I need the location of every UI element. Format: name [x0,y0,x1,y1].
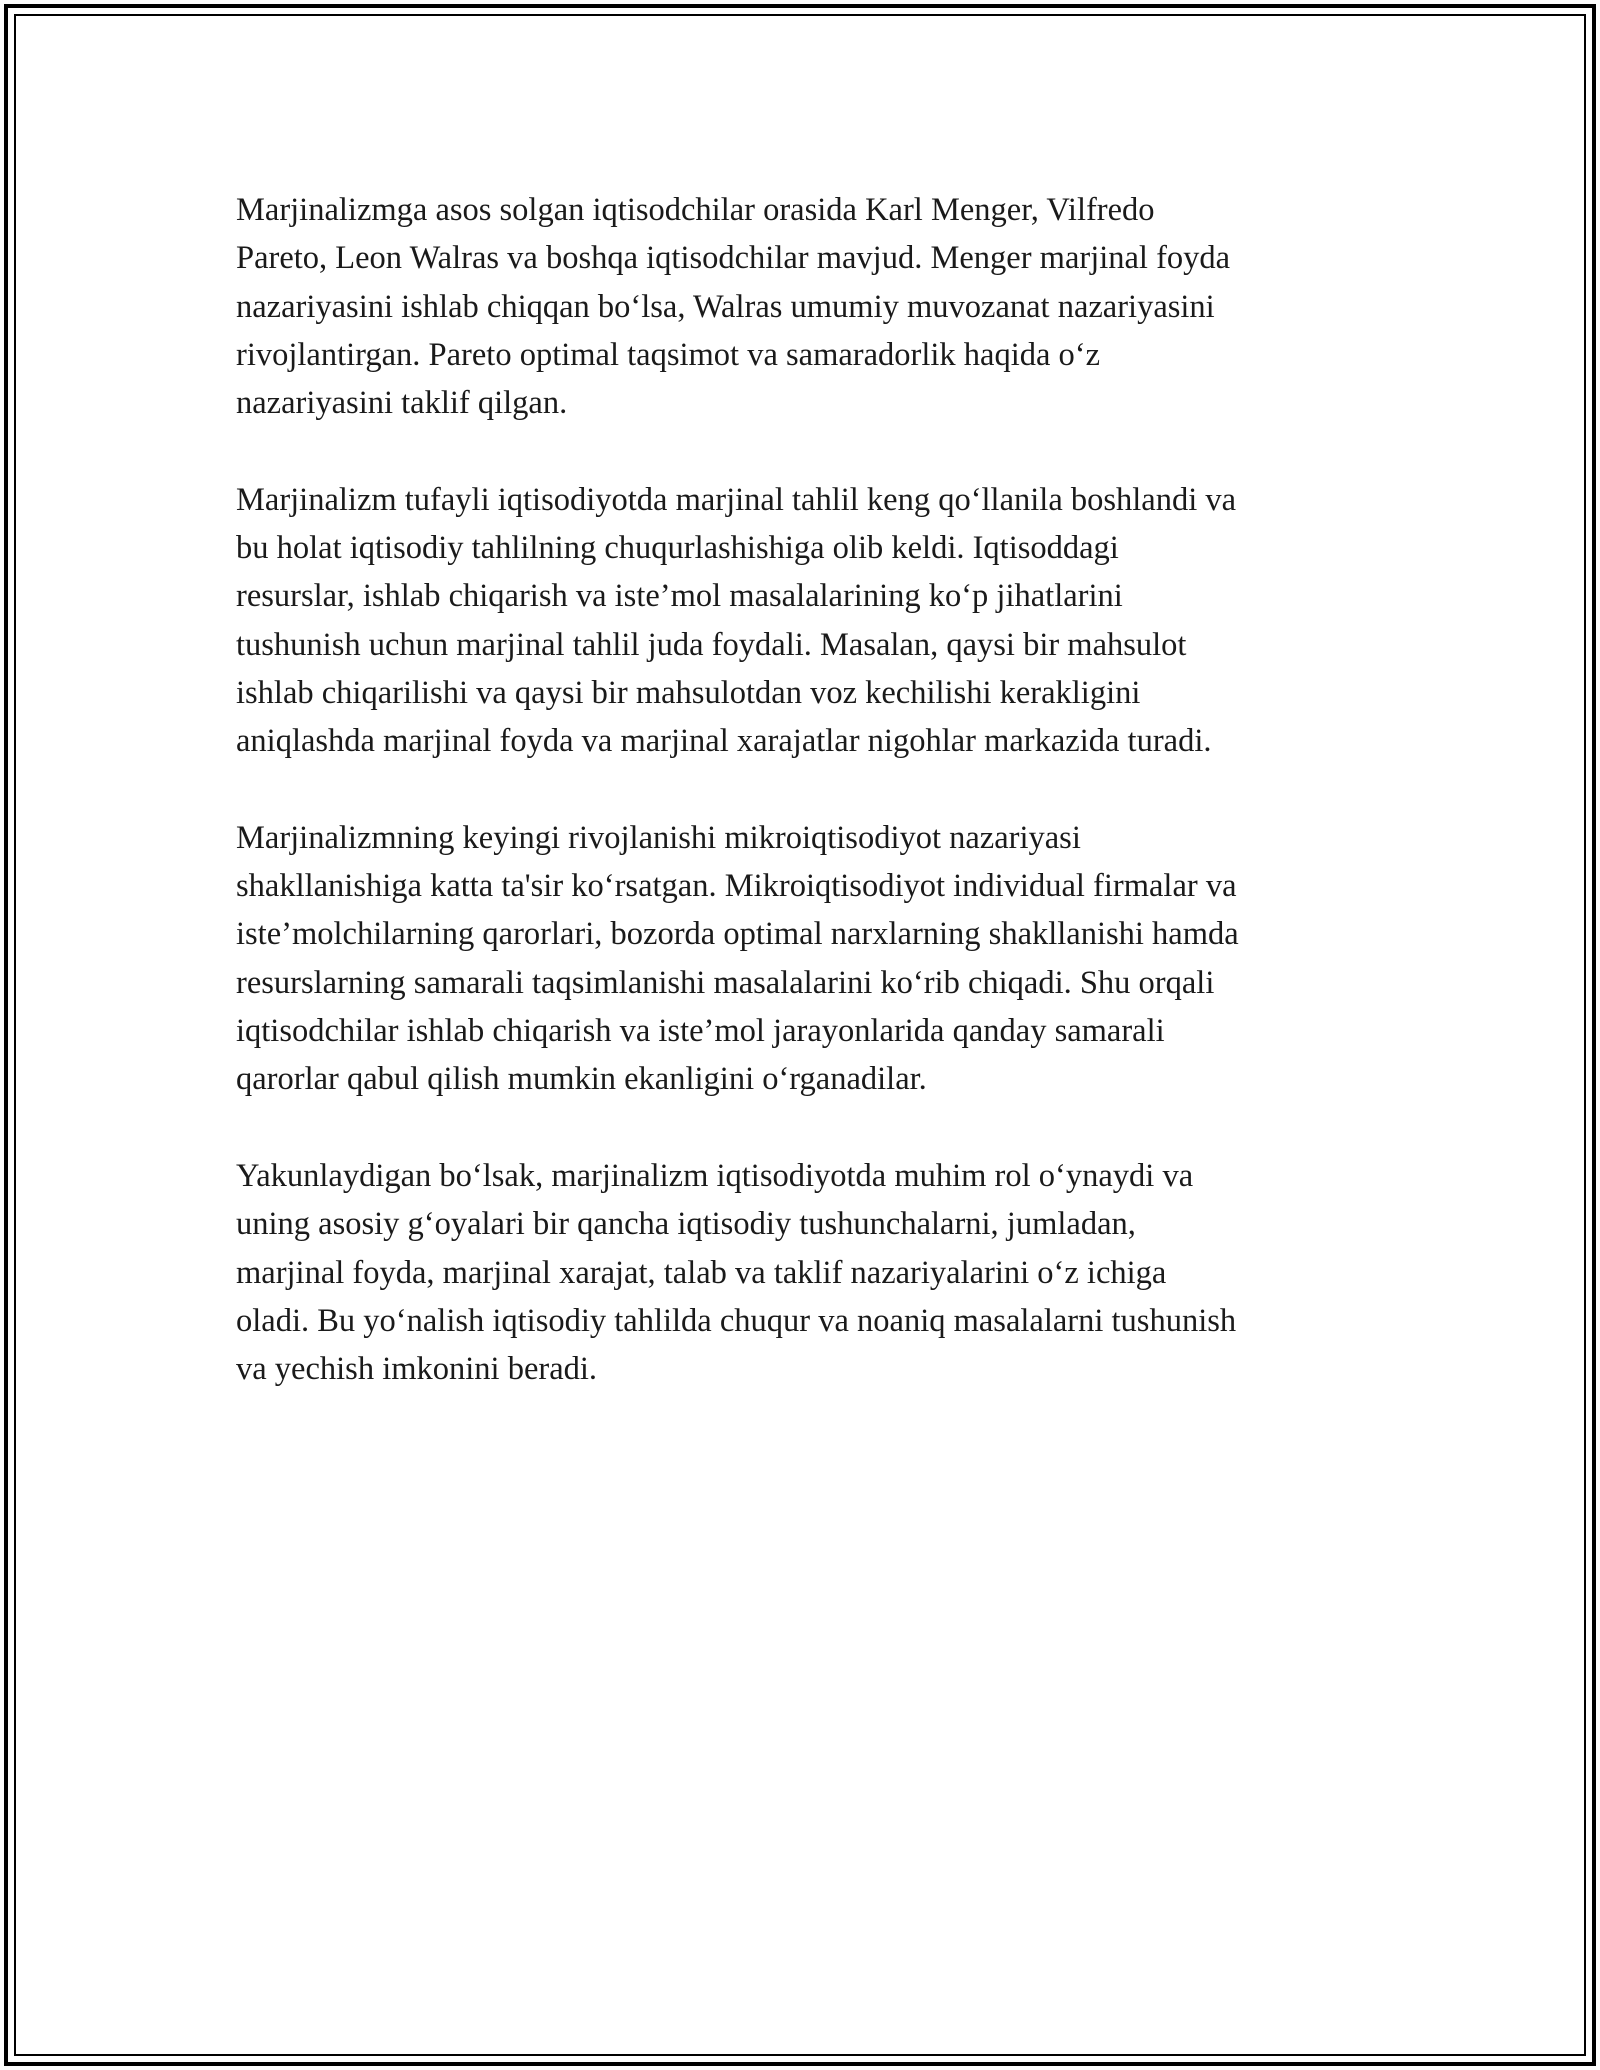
paragraph-3: Marjinalizmning keyingi rivojlanishi mikroiqtisodiyot nazariyasi shakllanishiga katta ta'sir ko‘rsatgan. Mikroiqtisodiyot individual firmalar va iste’molchilarning qarorlari, bozorda optimal narxlarning shakllanishi hamda resurslarning samarali taqsimlanishi masalalarini ko‘rib chiqadi. Shu orqali iqtisodchilar ishlab chiqarish va iste’mol jarayonlarida qanday samarali qarorlar qabul qilish mumkin ekanligini o‘rganadilar. [236,819,1239,1098]
paragraph-1: Marjinalizmga asos solgan iqtisodchilar orasida Karl Menger, Vilfredo Pareto, Leon Walras va boshqa iqtisodchilar mavjud. Menger marjinal foyda nazariyasini ishlab chiqqan bo‘lsa, Walras umumiy muvozanat nazariyasini rivojlantirgan. Pareto optimal taqsimot va samaradorlik haqida o‘z nazariyasini taklif qilgan. [236,192,1231,422]
document-body [236,186,1376,1442]
paragraph-2: Marjinalizm tufayli iqtisodiyotda marjinal tahlil keng qo‘llanila boshlandi va bu holat iqtisodiy tahlilning chuqurlashishiga olib keldi. Iqtisoddagi resurslar, ishlab chiqarish va iste’mol masalalarining ko‘p jihatlarini tushunish uchun marjinal tahlil juda foydali. Masalan, qaysi bir mahsulot ishlab chiqarilishi va qaysi bir mahsulotdan voz kechilishi kerakligini aniqlashda marjinal foyda va marjinal xarajatlar nigohlar markazida turadi. [236,481,1237,760]
paragraph-4: Yakunlaydigan bo‘lsak, marjinalizm iqtisodiyotda muhim rol o‘ynaydi va uning asosiy g‘oyalari bir qancha iqtisodiy tushunchalarni, jumladan, marjinal foyda, marjinal xarajat, talab va taklif nazariyalarini o‘z ichiga oladi. Bu yo‘nalish iqtisodiy tahlilda chuqur va noaniq masalalarni tushunish va yechish imkonini beradi. [236,1157,1237,1388]
